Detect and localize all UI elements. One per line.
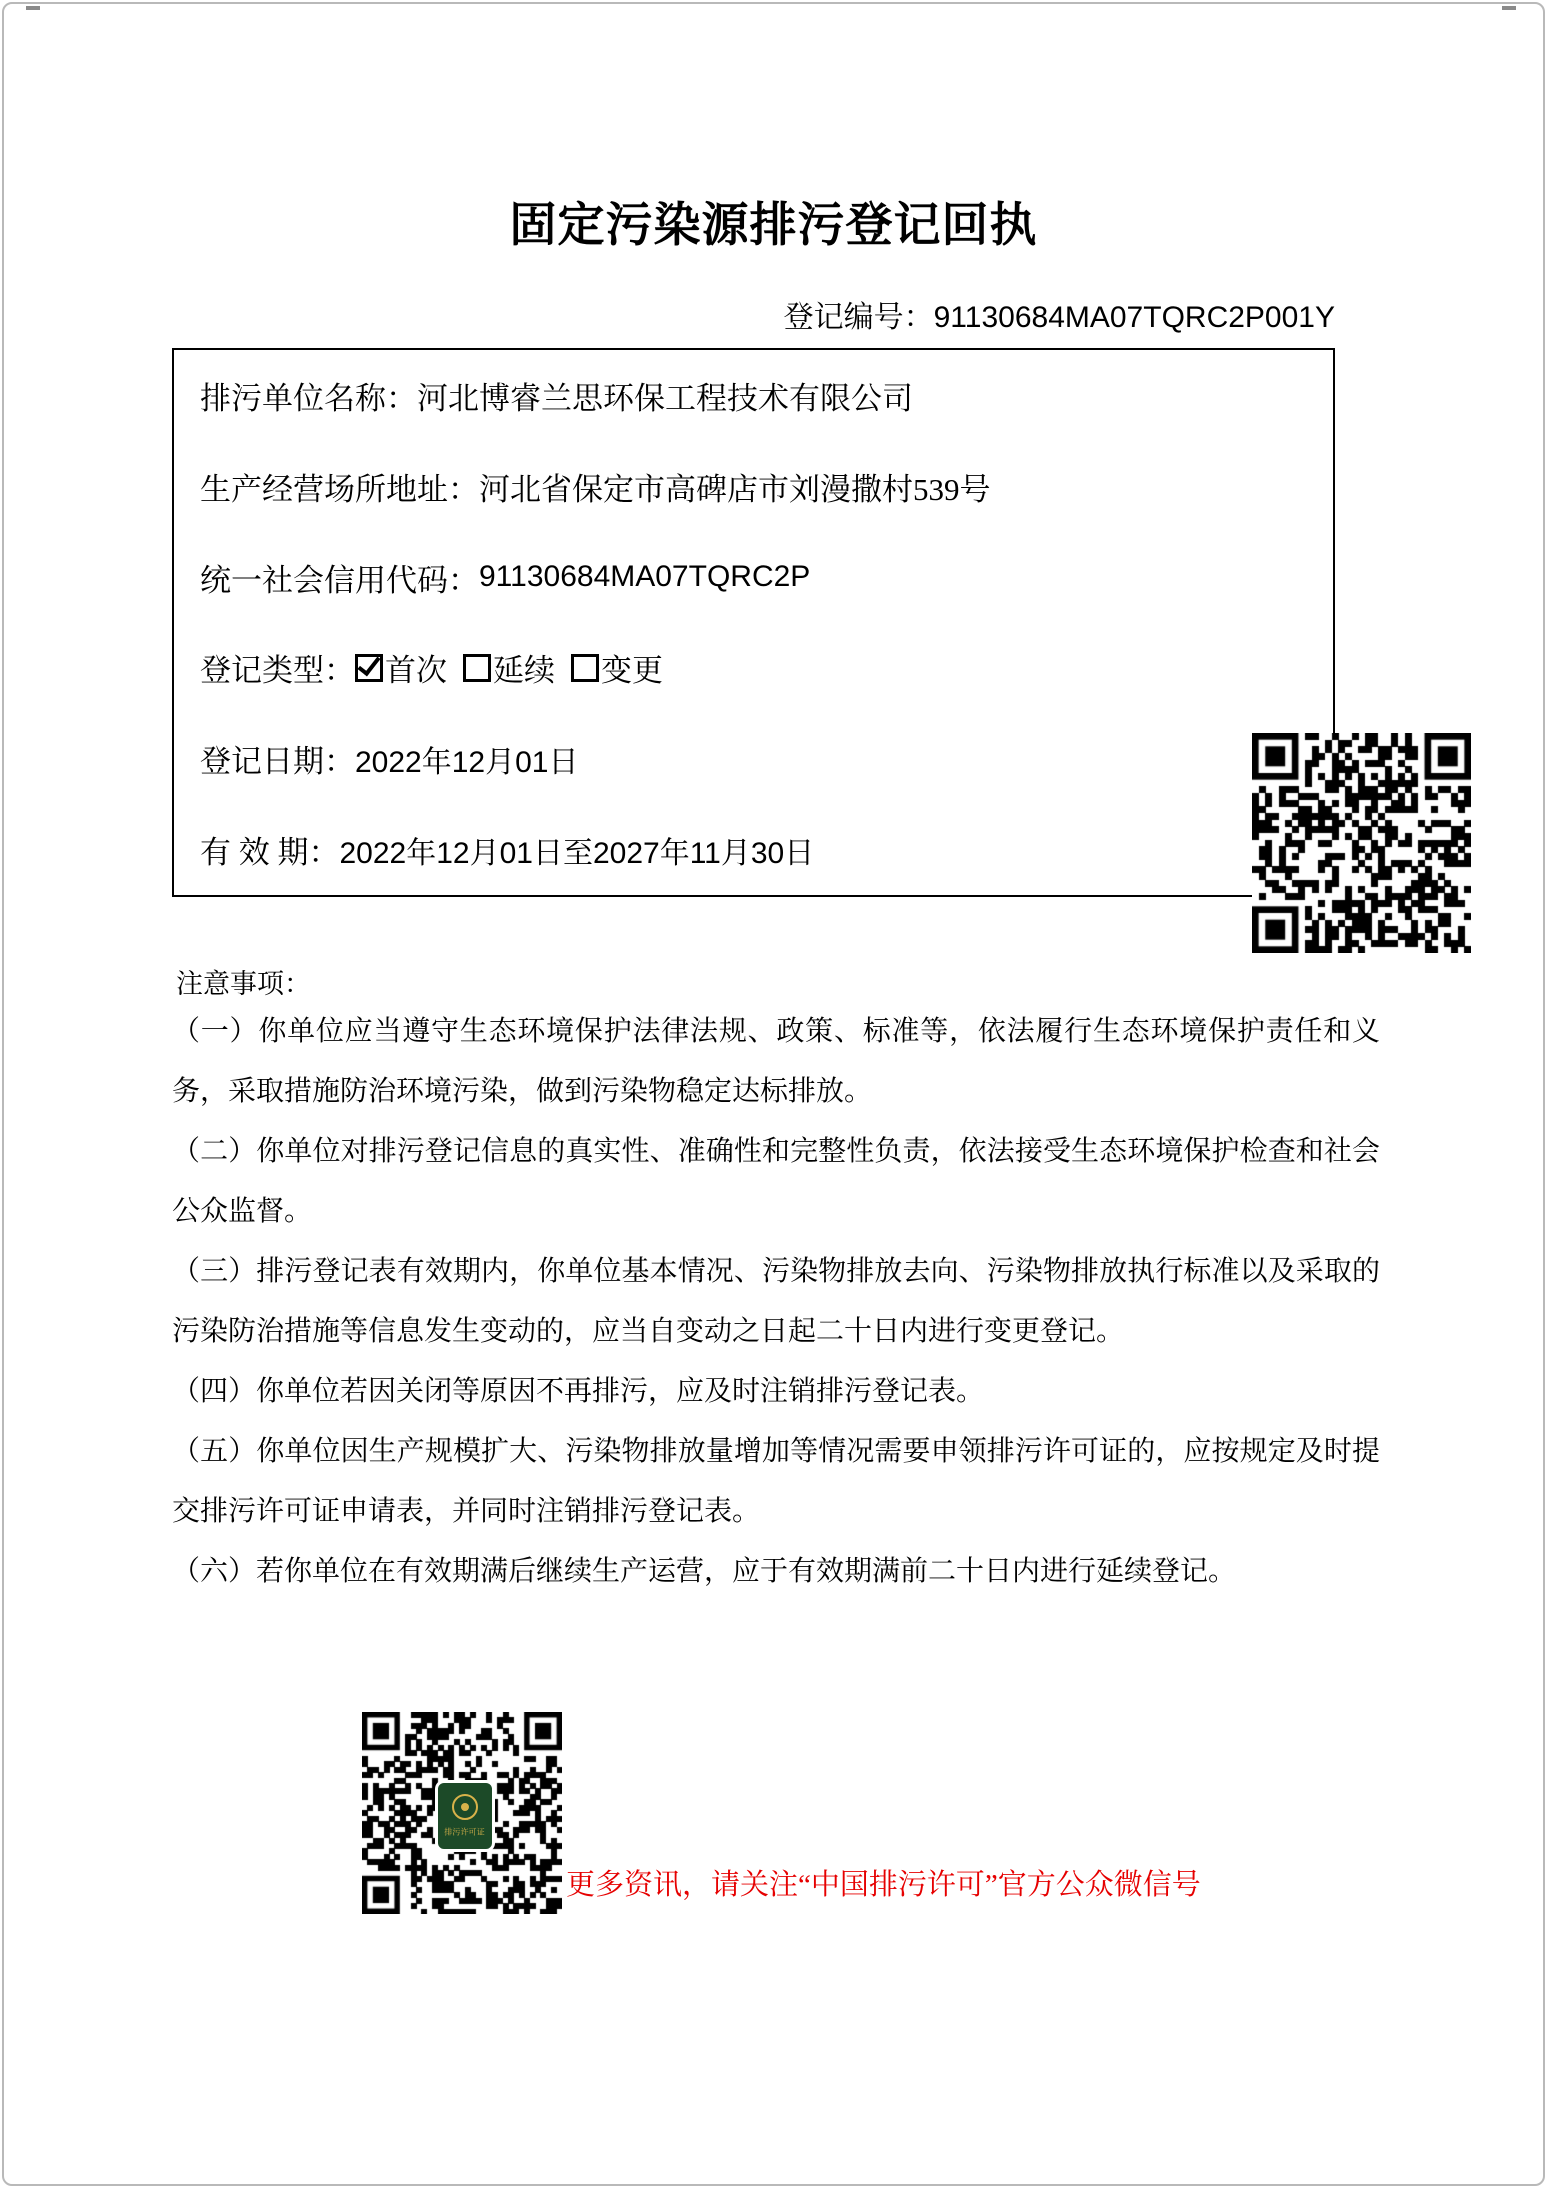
document-title: 固定污染源排污登记回执 [509, 200, 1038, 252]
checkbox-checked-icon [355, 654, 383, 682]
registration-number-label: 登记编号： [783, 301, 934, 334]
permit-logo [435, 1780, 495, 1852]
notice-item: （五）你单位因生产规模扩大、污染物排放量增加等情况需要申领排污许可证的，应按规定及时提交排污许可证申请表，并同时注销排污登记表。 [172, 1436, 1380, 1527]
qr-code-icon [1252, 733, 1471, 953]
registration-info-box [172, 348, 1335, 897]
registration-type-option [571, 645, 663, 690]
registration-type-option [355, 645, 447, 690]
unit-name-value: 河北博睿兰思环保工程技术有限公司 [417, 380, 913, 416]
notice-item: （二）你单位对排污登记信息的真实性、准确性和完整性负责，依法接受生态环境保护检查和社会公众监督。 [172, 1136, 1380, 1227]
unit-name-label: 排污单位名称： [200, 380, 417, 416]
notice-item: （三）排污登记表有效期内，你单位基本情况、污染物排放去向、污染物排放执行标准以及采取的污染防治措施等信息发生变动的，应当自变动之日起二十日内进行变更登记。 [172, 1256, 1380, 1347]
registration-type-label: 登记类型： [200, 653, 355, 689]
validity-label: 有 效 期： [200, 835, 340, 871]
notice-item: （六）若你单位在有效期满后继续生产运营，应于有效期满前二十日内进行延续登记。 [172, 1556, 1237, 1587]
registration-number-value: 91130684MA07TQRC2P001Y [933, 301, 1335, 334]
address-value: 河北省保定市高碑店市刘漫撒村539号 [479, 471, 991, 507]
checkbox-icon [463, 654, 491, 682]
company-qr-code [1252, 733, 1471, 953]
address-label: 生产经营场所地址： [200, 471, 479, 507]
credit-code-value: 91130684MA07TQRC2P [479, 560, 811, 594]
notice-item: （一）你单位应当遵守生态环境保护法律法规、政策、标准等，依法履行生态环境保护责任和义务，采取措施防治环境污染，做到污染物稳定达标排放。 [172, 1016, 1380, 1107]
option-label: 变更 [601, 653, 663, 689]
wechat-qr-code [362, 1712, 562, 1914]
credit-code-label: 统一社会信用代码： [200, 562, 479, 598]
registration-type-options [355, 645, 679, 690]
credit-code-row [174, 532, 1333, 623]
checkbox-icon [571, 654, 599, 682]
scan-corner-mark [26, 6, 40, 10]
registration-number-line [784, 292, 1335, 336]
permit-emblem-icon [452, 1794, 478, 1820]
wechat-qr-caption: 更多资讯，请关注“中国排污许可”官方公众微信号 [566, 1869, 1201, 1901]
notes-heading: 注意事项： [176, 969, 311, 999]
registration-date-row [174, 713, 1333, 804]
option-label: 首次 [385, 653, 447, 689]
option-label: 延续 [493, 653, 555, 689]
permit-logo-text: 排污许可证 [444, 1827, 486, 1837]
validity-value: 2022年12月01日至2027年11月30日 [339, 836, 815, 870]
validity-row [174, 804, 1333, 895]
registration-date-value: 2022年12月01日 [355, 745, 579, 779]
notice-item: （四）你单位若因关闭等原因不再排污，应及时注销排污登记表。 [172, 1376, 985, 1407]
scan-corner-mark [1502, 6, 1516, 10]
address-row [174, 441, 1333, 532]
registration-type-row [174, 622, 1333, 713]
registration-type-option [463, 645, 555, 690]
unit-name-row [174, 350, 1333, 441]
registration-date-label: 登记日期： [200, 744, 355, 780]
notes-list [172, 1002, 1380, 1602]
